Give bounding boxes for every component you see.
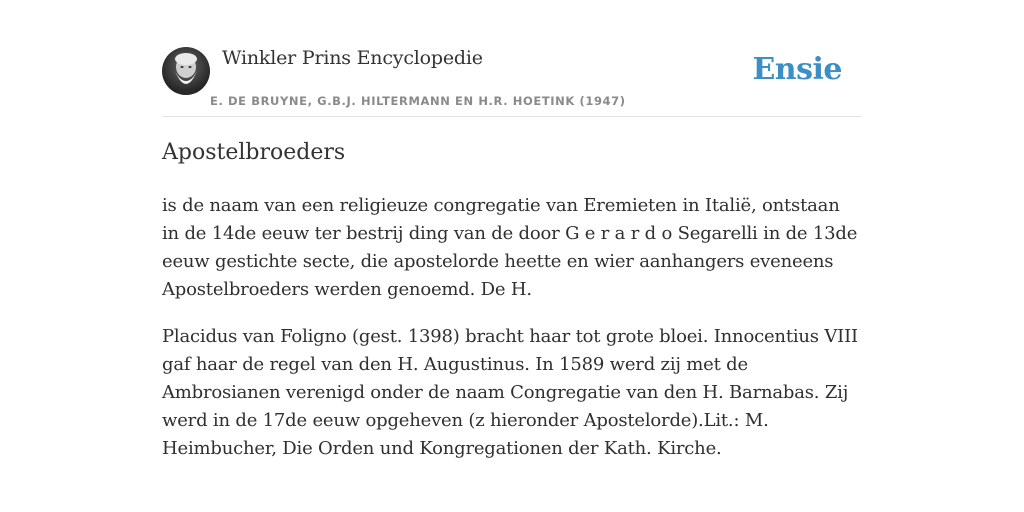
- entry-title: Apostelbroeders: [162, 140, 346, 165]
- author-portrait-icon[interactable]: [162, 47, 210, 95]
- authors-line: E. DE BRUYNE, G.B.J. HILTERMANN EN H.R. HOETINK (1947): [210, 94, 626, 108]
- entry-paragraph: is de naam van een religieuze congregatie van Eremieten in Italië, ontstaan in de 14de eeuw ter bestrij ding van de door G e r a r d o Segarelli in de 13de eeuw gestichte secte, die apostelorde heette en wier aanhangers eveneens Apostelbroeders werden genoemd. De H.: [162, 195, 858, 300]
- entry-paragraph: Placidus van Foligno (gest. 1398) bracht haar tot grote bloei. Innocentius VIII gaf haar de regel van den H. Augustinus. In 1589 werd zij met de Ambrosianen verenigd onder de naam Congregatie van den H. Barnabas. Zij werd in de 17de eeuw opgeheven (z hieronder Apostelorde).Lit.: M. Heimbucher, Die Orden und Kongregationen der Kath. Kirche.: [162, 326, 858, 459]
- ensie-logo[interactable]: Ensie: [752, 52, 842, 87]
- entry-body: [162, 192, 862, 482]
- page-header: [162, 44, 862, 117]
- encyclopedia-title[interactable]: Winkler Prins Encyclopedie: [222, 47, 483, 69]
